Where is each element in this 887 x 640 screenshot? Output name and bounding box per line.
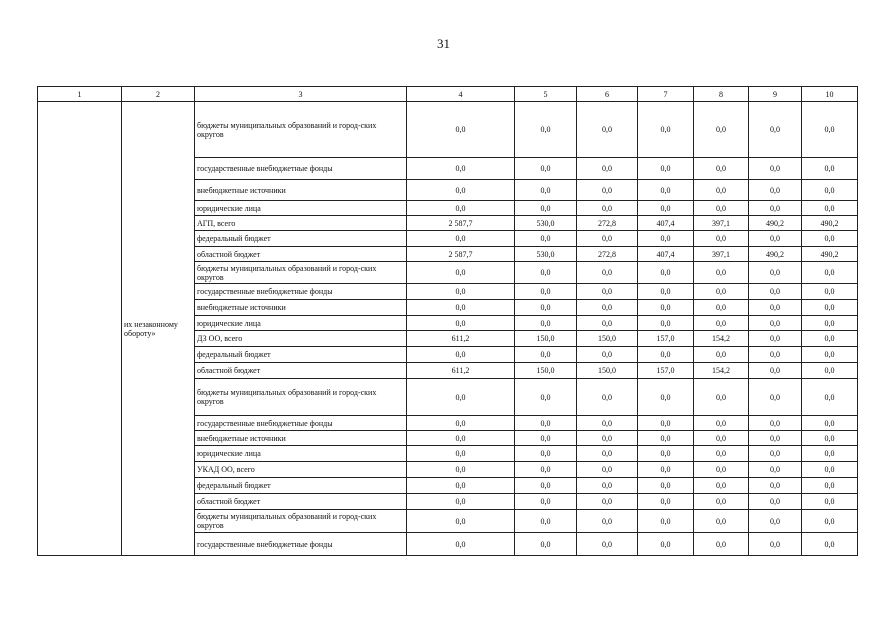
column-header: 4 [407, 87, 515, 102]
value-cell: 0,0 [802, 180, 858, 201]
funding-source-label: УКАД ОО, всего [195, 462, 407, 478]
value-cell: 0,0 [577, 478, 638, 494]
value-cell: 0,0 [515, 379, 577, 416]
value-cell: 0,0 [802, 284, 858, 300]
value-cell: 0,0 [407, 284, 515, 300]
value-cell: 0,0 [515, 347, 577, 363]
value-cell: 0,0 [749, 158, 802, 180]
program-name-cell: их незаконному обороту» [122, 102, 195, 556]
value-cell: 0,0 [407, 262, 515, 284]
value-cell: 0,0 [638, 446, 694, 462]
value-cell: 0,0 [577, 379, 638, 416]
value-cell: 0,0 [515, 446, 577, 462]
value-cell: 0,0 [749, 180, 802, 201]
funding-source-label: АГП, всего [195, 216, 407, 231]
value-cell: 611,2 [407, 363, 515, 379]
value-cell: 0,0 [407, 201, 515, 216]
value-cell: 530,0 [515, 216, 577, 231]
value-cell: 0,0 [694, 462, 749, 478]
value-cell: 0,0 [577, 347, 638, 363]
value-cell: 0,0 [802, 158, 858, 180]
value-cell: 0,0 [577, 201, 638, 216]
value-cell: 0,0 [577, 316, 638, 331]
value-cell: 0,0 [577, 462, 638, 478]
value-cell: 0,0 [802, 510, 858, 533]
value-cell: 0,0 [802, 331, 858, 347]
value-cell: 0,0 [749, 316, 802, 331]
value-cell: 0,0 [749, 533, 802, 556]
funding-source-label: юридические лица [195, 316, 407, 331]
value-cell: 0,0 [407, 416, 515, 431]
value-cell: 0,0 [638, 180, 694, 201]
funding-source-label: федеральный бюджет [195, 231, 407, 247]
value-cell: 0,0 [802, 478, 858, 494]
value-cell: 0,0 [694, 510, 749, 533]
value-cell: 0,0 [802, 431, 858, 446]
value-cell: 0,0 [749, 462, 802, 478]
value-cell: 0,0 [407, 180, 515, 201]
value-cell: 0,0 [638, 533, 694, 556]
value-cell: 0,0 [515, 462, 577, 478]
value-cell: 0,0 [577, 533, 638, 556]
column-header: 3 [195, 87, 407, 102]
value-cell: 0,0 [577, 158, 638, 180]
funding-source-label: государственные внебюджетные фонды [195, 416, 407, 431]
value-cell: 150,0 [577, 331, 638, 347]
value-cell: 0,0 [407, 102, 515, 158]
value-cell: 0,0 [749, 379, 802, 416]
funding-source-label: областной бюджет [195, 494, 407, 510]
value-cell: 0,0 [749, 201, 802, 216]
value-cell: 0,0 [749, 363, 802, 379]
column-header: 7 [638, 87, 694, 102]
value-cell: 0,0 [749, 231, 802, 247]
value-cell: 0,0 [802, 231, 858, 247]
value-cell: 0,0 [638, 510, 694, 533]
value-cell: 0,0 [515, 284, 577, 300]
value-cell: 157,0 [638, 331, 694, 347]
value-cell: 0,0 [749, 331, 802, 347]
value-cell: 0,0 [802, 347, 858, 363]
value-cell: 0,0 [515, 431, 577, 446]
value-cell: 0,0 [802, 316, 858, 331]
value-cell: 490,2 [749, 216, 802, 231]
value-cell: 407,4 [638, 247, 694, 262]
column-header: 8 [694, 87, 749, 102]
value-cell: 150,0 [515, 331, 577, 347]
column-header: 6 [577, 87, 638, 102]
value-cell: 0,0 [515, 533, 577, 556]
value-cell: 0,0 [694, 284, 749, 300]
value-cell: 0,0 [749, 431, 802, 446]
funding-source-label: бюджеты муниципальных образований и город-ских округов [195, 262, 407, 284]
value-cell: 0,0 [694, 533, 749, 556]
value-cell: 0,0 [407, 431, 515, 446]
value-cell: 0,0 [407, 347, 515, 363]
value-cell: 0,0 [515, 416, 577, 431]
value-cell: 0,0 [577, 510, 638, 533]
value-cell: 0,0 [638, 478, 694, 494]
value-cell: 0,0 [694, 180, 749, 201]
value-cell: 490,2 [802, 247, 858, 262]
value-cell: 0,0 [694, 300, 749, 316]
funding-source-label: бюджеты муниципальных образований и город-ских округов [195, 379, 407, 416]
value-cell: 0,0 [577, 262, 638, 284]
funding-source-label: федеральный бюджет [195, 347, 407, 363]
column-header: 2 [122, 87, 195, 102]
value-cell: 0,0 [749, 416, 802, 431]
value-cell: 0,0 [694, 494, 749, 510]
value-cell: 0,0 [694, 431, 749, 446]
value-cell: 490,2 [802, 216, 858, 231]
value-cell: 0,0 [694, 379, 749, 416]
value-cell: 0,0 [407, 478, 515, 494]
value-cell: 0,0 [577, 446, 638, 462]
value-cell: 0,0 [515, 262, 577, 284]
value-cell: 0,0 [515, 316, 577, 331]
value-cell: 0,0 [577, 284, 638, 300]
value-cell: 0,0 [638, 262, 694, 284]
funding-source-label: государственные внебюджетные фонды [195, 533, 407, 556]
funding-source-label: областной бюджет [195, 363, 407, 379]
value-cell: 611,2 [407, 331, 515, 347]
value-cell: 490,2 [749, 247, 802, 262]
value-cell: 0,0 [694, 231, 749, 247]
value-cell: 0,0 [638, 300, 694, 316]
value-cell: 0,0 [694, 446, 749, 462]
value-cell: 2 587,7 [407, 216, 515, 231]
funding-source-label: федеральный бюджет [195, 478, 407, 494]
value-cell: 0,0 [802, 300, 858, 316]
value-cell: 154,2 [694, 363, 749, 379]
funding-source-label: бюджеты муниципальных образований и город-ских округов [195, 102, 407, 158]
value-cell: 0,0 [638, 462, 694, 478]
value-cell: 0,0 [694, 201, 749, 216]
funding-source-label: внебюджетные источники [195, 431, 407, 446]
value-cell: 0,0 [407, 510, 515, 533]
value-cell: 0,0 [694, 102, 749, 158]
value-cell: 0,0 [407, 158, 515, 180]
value-cell: 0,0 [638, 102, 694, 158]
value-cell: 0,0 [802, 446, 858, 462]
value-cell: 0,0 [749, 478, 802, 494]
value-cell: 0,0 [577, 300, 638, 316]
table-row [38, 102, 858, 158]
funding-source-label: бюджеты муниципальных образований и город-ских округов [195, 510, 407, 533]
value-cell: 0,0 [638, 316, 694, 331]
value-cell: 0,0 [638, 284, 694, 300]
value-cell: 397,1 [694, 247, 749, 262]
value-cell: 0,0 [694, 262, 749, 284]
column-header: 1 [38, 87, 122, 102]
value-cell: 0,0 [638, 201, 694, 216]
funding-source-label: юридические лица [195, 201, 407, 216]
value-cell: 0,0 [694, 316, 749, 331]
value-cell: 0,0 [407, 300, 515, 316]
column-header: 10 [802, 87, 858, 102]
value-cell: 0,0 [515, 231, 577, 247]
value-cell: 0,0 [577, 102, 638, 158]
value-cell: 0,0 [802, 363, 858, 379]
value-cell: 0,0 [802, 102, 858, 158]
value-cell: 150,0 [577, 363, 638, 379]
column1-cell [38, 102, 122, 556]
page-number: 31 [437, 36, 450, 51]
value-cell: 0,0 [515, 180, 577, 201]
value-cell: 0,0 [638, 347, 694, 363]
value-cell: 0,0 [694, 158, 749, 180]
value-cell: 0,0 [802, 262, 858, 284]
value-cell: 0,0 [577, 431, 638, 446]
value-cell: 0,0 [638, 494, 694, 510]
value-cell: 0,0 [577, 416, 638, 431]
value-cell: 0,0 [407, 379, 515, 416]
value-cell: 0,0 [749, 347, 802, 363]
value-cell: 2 587,7 [407, 247, 515, 262]
value-cell: 0,0 [577, 231, 638, 247]
value-cell: 0,0 [515, 300, 577, 316]
value-cell: 0,0 [407, 316, 515, 331]
value-cell: 0,0 [749, 494, 802, 510]
value-cell: 272,8 [577, 216, 638, 231]
header-row [38, 87, 858, 102]
value-cell: 0,0 [749, 102, 802, 158]
value-cell: 0,0 [694, 416, 749, 431]
table-body [38, 102, 858, 556]
value-cell: 0,0 [749, 300, 802, 316]
value-cell: 0,0 [802, 462, 858, 478]
value-cell: 0,0 [515, 494, 577, 510]
funding-source-label: областной бюджет [195, 247, 407, 262]
value-cell: 0,0 [638, 379, 694, 416]
value-cell: 0,0 [515, 102, 577, 158]
value-cell: 0,0 [407, 533, 515, 556]
value-cell: 0,0 [407, 494, 515, 510]
value-cell: 0,0 [638, 431, 694, 446]
value-cell: 154,2 [694, 331, 749, 347]
funding-source-label: внебюджетные источники [195, 300, 407, 316]
value-cell: 0,0 [407, 231, 515, 247]
value-cell: 0,0 [694, 347, 749, 363]
funding-source-label: внебюджетные источники [195, 180, 407, 201]
value-cell: 0,0 [515, 158, 577, 180]
value-cell: 0,0 [802, 494, 858, 510]
funding-source-label: государственные внебюджетные фонды [195, 284, 407, 300]
value-cell: 0,0 [802, 379, 858, 416]
value-cell: 0,0 [802, 201, 858, 216]
value-cell: 150,0 [515, 363, 577, 379]
value-cell: 0,0 [577, 180, 638, 201]
value-cell: 0,0 [638, 158, 694, 180]
value-cell: 0,0 [749, 446, 802, 462]
value-cell: 0,0 [638, 416, 694, 431]
value-cell: 397,1 [694, 216, 749, 231]
value-cell: 0,0 [577, 494, 638, 510]
funding-source-label: юридические лица [195, 446, 407, 462]
value-cell: 530,0 [515, 247, 577, 262]
value-cell: 0,0 [407, 446, 515, 462]
column-header: 9 [749, 87, 802, 102]
value-cell: 0,0 [515, 201, 577, 216]
funding-source-label: ДЗ ОО, всего [195, 331, 407, 347]
value-cell: 0,0 [515, 510, 577, 533]
column-header: 5 [515, 87, 577, 102]
value-cell: 0,0 [694, 478, 749, 494]
value-cell: 0,0 [749, 510, 802, 533]
value-cell: 0,0 [515, 478, 577, 494]
value-cell: 272,8 [577, 247, 638, 262]
value-cell: 0,0 [802, 416, 858, 431]
value-cell: 157,0 [638, 363, 694, 379]
value-cell: 407,4 [638, 216, 694, 231]
value-cell: 0,0 [749, 284, 802, 300]
funding-source-label: государственные внебюджетные фонды [195, 158, 407, 180]
value-cell: 0,0 [638, 231, 694, 247]
value-cell: 0,0 [407, 462, 515, 478]
budget-table [37, 86, 858, 556]
value-cell: 0,0 [802, 533, 858, 556]
value-cell: 0,0 [749, 262, 802, 284]
